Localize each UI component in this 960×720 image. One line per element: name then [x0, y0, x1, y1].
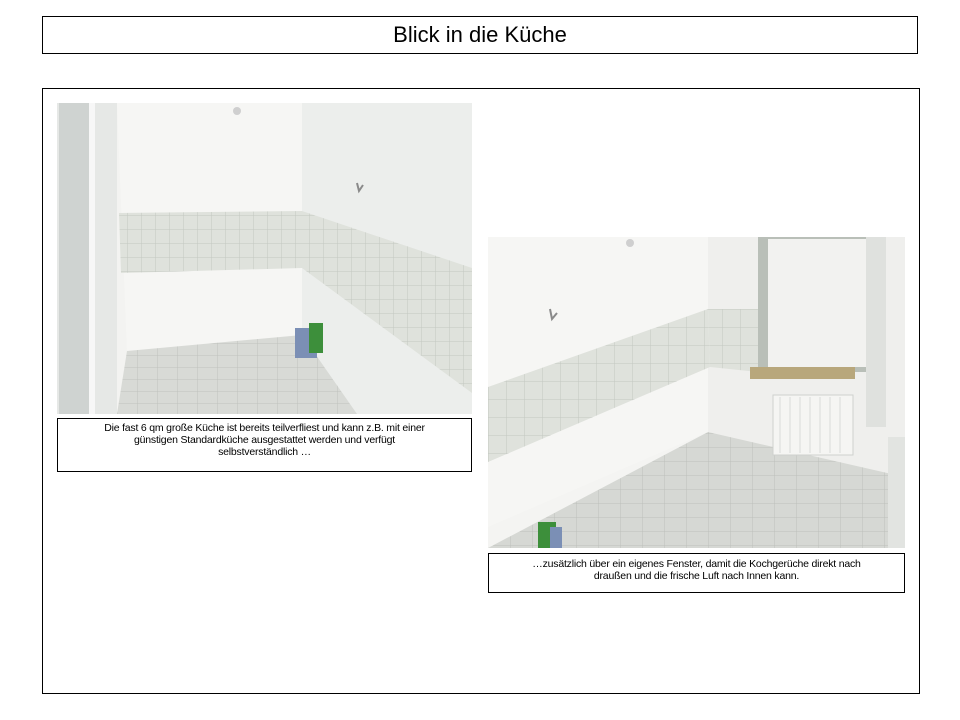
kitchen-photo-corner: [57, 103, 472, 414]
caption-line: Die fast 6 qm große Küche ist bereits teilverfliest und kann z.B. mit einer: [104, 422, 425, 434]
caption-line: selbstverständlich …: [218, 446, 311, 458]
caption-line: …zusätzlich über ein eigenes Fenster, damit die Kochgerüche direkt nach: [532, 558, 861, 570]
kitchen-corner-image: [57, 103, 472, 414]
caption-kitchen-window: [488, 553, 905, 593]
caption-line: draußen und die frische Luft nach Innen kann.: [593, 570, 800, 582]
slide-title-box: [42, 16, 918, 54]
kitchen-photo-window: [488, 237, 905, 548]
slide-title: Blick in die Küche: [393, 22, 567, 47]
kitchen-window-image: [488, 237, 905, 548]
caption-kitchen-corner: [57, 418, 472, 472]
caption-line: günstigen Standardküche ausgestattet werden und verfügt: [133, 434, 396, 446]
